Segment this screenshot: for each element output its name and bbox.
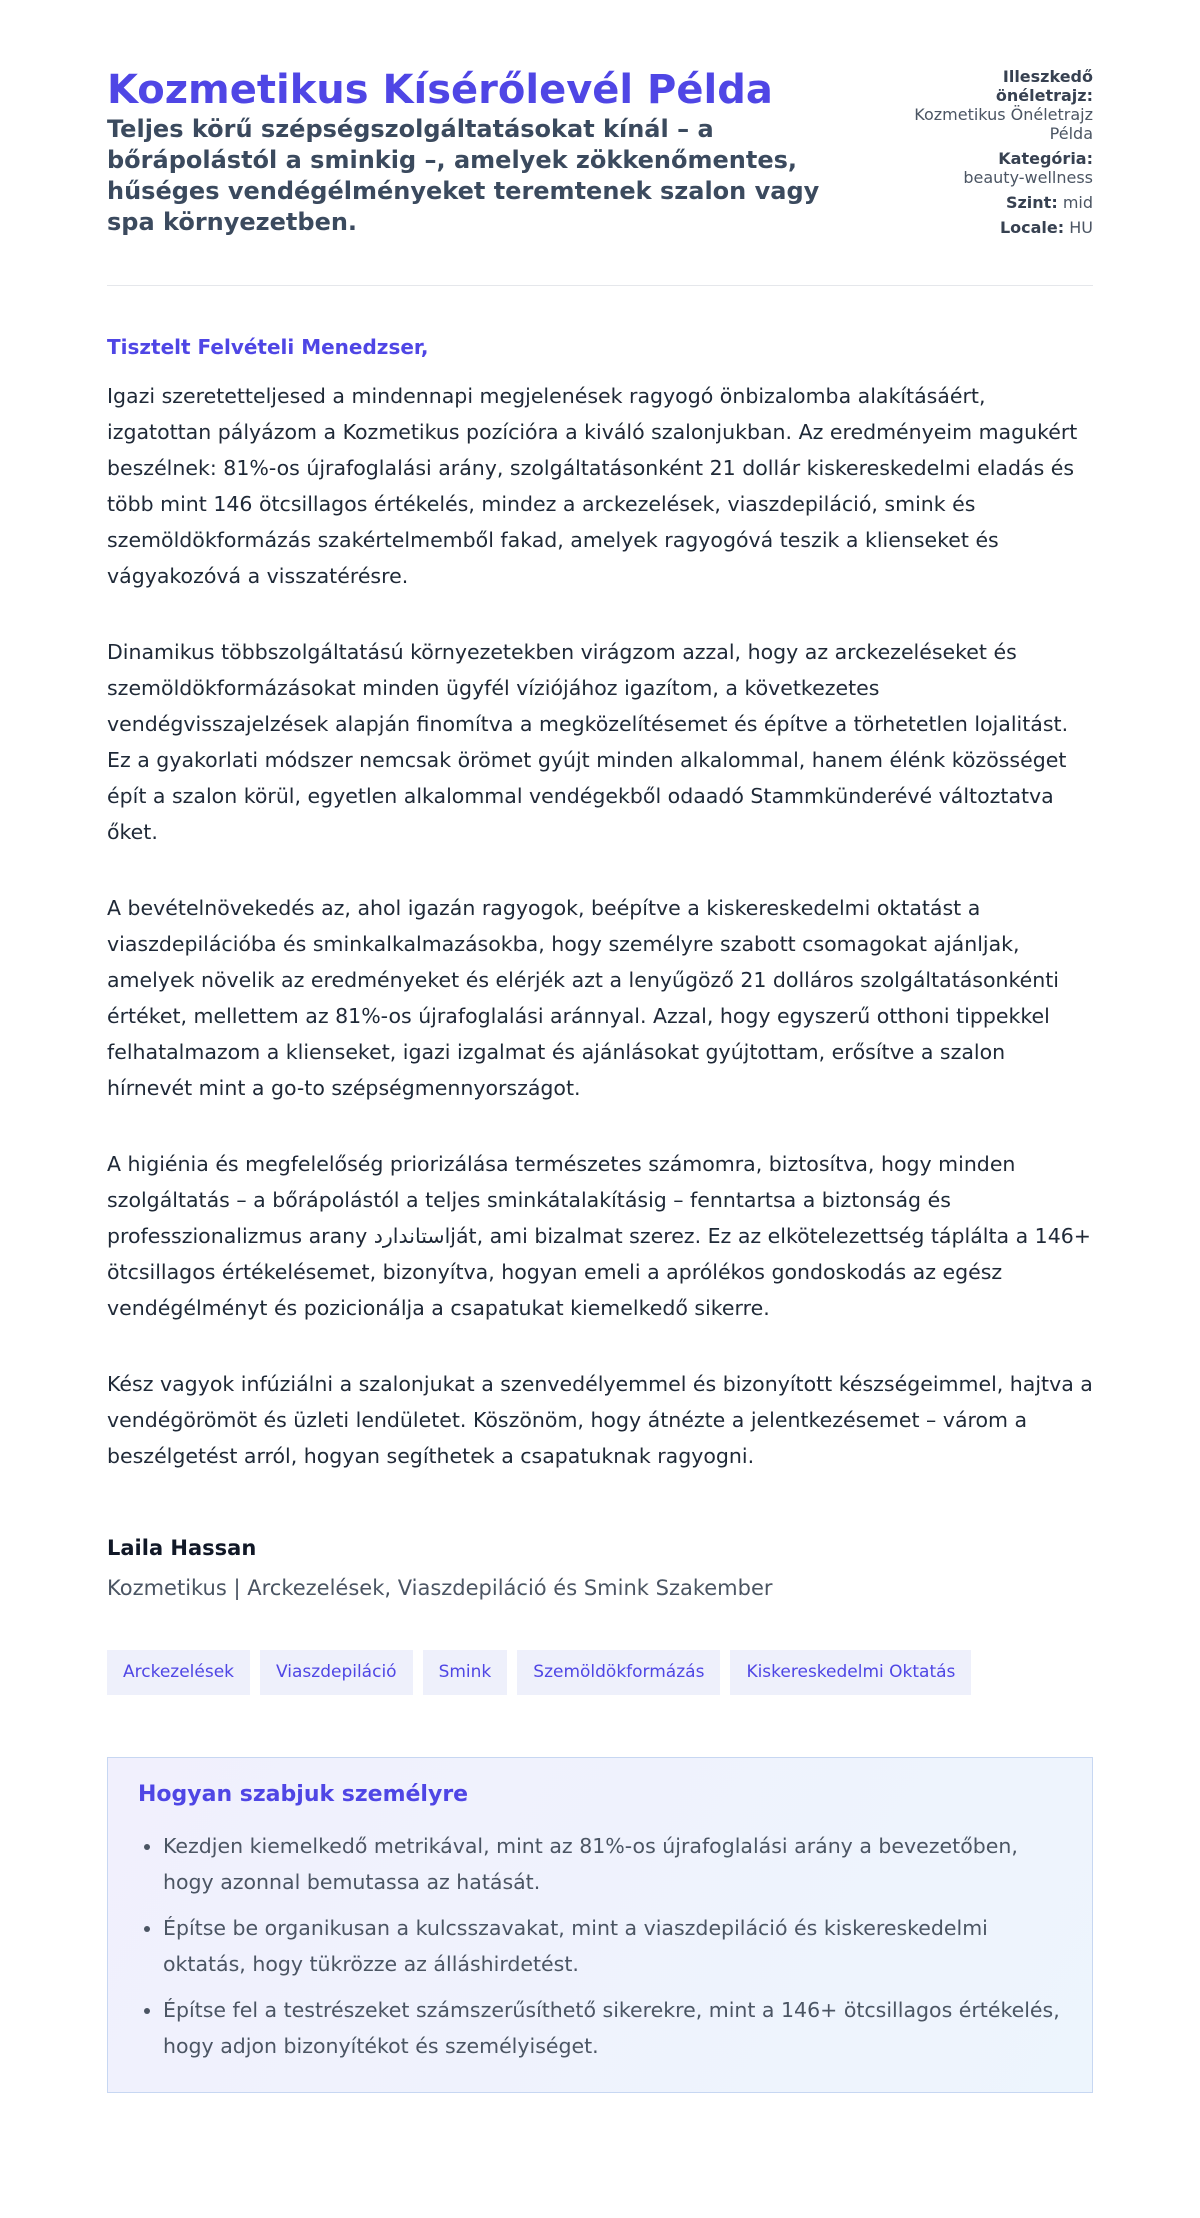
header-divider bbox=[107, 285, 1093, 286]
letter-paragraph: Dinamikus többszolgáltatású környezetekben virágzom azzal, hogy az arckezeléseket és szemöldökformázásokat minden ügyfél víziójához igazítom, a következetes vendégvisszajelzések alapján finomítva a megközelítésemet és építve a törhetetlen lojalitást. Ez a gyakorlati módszer nemcsak örömet gyújt minden alkalommal, hanem élénk közösséget épít a szalon körül, egyetlen alkalommal vendégekből odaadó Stammkünderévé változtatva őket. bbox=[107, 640, 1069, 844]
tips-title: Hogyan szabjuk személyre bbox=[138, 1782, 469, 1807]
signature-name: Laila Hassan bbox=[107, 1536, 257, 1560]
letter-paragraph: Igazi szeretetteljesed a mindennapi megjelenések ragyogó önbizalomba alakításáért, izgatottan pályázom a Kozmetikus pozícióra a kiváló szalonjukban. Az eredményeim magukért beszélnek: 81%-os újrafoglalási arány, szolgáltatásonként 21 dollár kiskereskedelmi eladás és több mint 146 ötcsillagos értékelés, mindez a arckezelések, viaszdepiláció, smink és szemöldökformázás szakértelmemből fakad, amelyek ragyogóvá teszik a klienseket és vágyakozóvá a visszatérésre. bbox=[107, 384, 1078, 588]
customization-tips bbox=[107, 1757, 1093, 2093]
skill-tag: Szemöldökformázás bbox=[517, 1650, 720, 1695]
letter-body bbox=[107, 378, 1093, 1474]
page-title: Kozmetikus Kísérőlevél Példa bbox=[107, 67, 773, 113]
meta-resume-value: Kozmetikus Önéletrajz Példa bbox=[914, 105, 1093, 143]
meta-level-label: Szint: bbox=[1005, 193, 1058, 212]
letter-paragraph: A bevételnövekedés az, ahol igazán ragyogok, beépítve a kiskereskedelmi oktatást a viaszdepilációba és sminkalkalmazásokba, hogy személyre szabott csomagokat ajánljak, amelyek növelik az eredményeket és elérjék azt a lenyűgöző 21 dolláros szolgáltatásonkénti értéket, mellettem az 81%-os újrafoglalási aránnyal. Azzal, hogy egyszerű otthoni tippekkel felhatalmazom a klienseket, igazi izgalmat és ajánlásokat gyújtottam, erősítve a szalon hírnevét mint a go-to szépségmennyországot. bbox=[107, 896, 1059, 1100]
header-titles bbox=[107, 66, 867, 238]
tip-item: • Építse fel a testrészeket számszerűsíthető sikerekre, mint a 146+ ötcsillagos értékelés, hogy adjon bizonyítékot és személyiséget. bbox=[163, 1992, 1063, 2064]
meta-locale-value: HU bbox=[1069, 218, 1093, 237]
tips-list bbox=[138, 1828, 1063, 2064]
page-subtitle: Teljes körű szépségszolgáltatásokat kínál – a bőrápolástól a sminkig –, amelyek zökkenőmentes, hűséges vendégélményeket teremtenek szalon vagy spa környezetben. bbox=[107, 115, 820, 236]
meta-level-value: mid bbox=[1062, 193, 1093, 212]
salutation: Tisztelt Felvételi Menedzser, bbox=[107, 335, 429, 359]
meta-category bbox=[903, 149, 1093, 187]
meta-locale-label: Locale: bbox=[999, 218, 1065, 237]
meta-category-label: Kategória: bbox=[998, 149, 1093, 168]
skill-tag: Viaszdepiláció bbox=[260, 1650, 413, 1695]
meta-category-value: beauty-wellness bbox=[963, 168, 1093, 187]
skill-tag: Smink bbox=[423, 1650, 508, 1695]
header bbox=[107, 66, 1093, 243]
tip-item: • Kezdjen kiemelkedő metrikával, mint az 81%-os újrafoglalási arány a bevezetőben, hogy azonnal bemutassa az hatását. bbox=[163, 1828, 1063, 1900]
meta-resume bbox=[903, 67, 1093, 143]
meta-resume-label: Illeszkedő önéletrajz: bbox=[995, 67, 1093, 105]
meta-panel bbox=[903, 66, 1093, 243]
skill-tag: Arckezelések bbox=[107, 1650, 250, 1695]
signature bbox=[107, 1534, 1093, 1602]
letter-paragraph: Kész vagyok infúziálni a szalonjukat a szenvedélyemmel és bizonyított készségeimmel, hajtva a vendégörömöt és üzleti lendületet. Köszönöm, hogy átnézte a jelentkezésemet – várom a beszélgetést arról, hogyan segíthetek a csapatuknak ragyogni. bbox=[107, 1372, 1093, 1468]
signature-title: Kozmetikus | Arckezelések, Viaszdepiláció és Smink Szakember bbox=[107, 1576, 773, 1600]
skill-tags bbox=[107, 1650, 1093, 1695]
tip-item: • Építse be organikusan a kulcsszavakat, mint a viaszdepiláció és kiskereskedelmi oktatás, hogy tükrözze az álláshirdetést. bbox=[163, 1910, 1063, 1982]
skill-tag: Kiskereskedelmi Oktatás bbox=[730, 1650, 971, 1695]
meta-locale bbox=[903, 218, 1093, 237]
letter-paragraph: A higiénia és megfelelőség priorizálása természetes számomra, biztosítva, hogy minden szolgáltatás – a bőrápolástól a teljes sminkátalakításig – fenntartsa a biztonság és professzionalizmus arany استانداردját, ami bizalmat szerez. Ez az elkötelezettség táplálta a 146+ ötcsillagos értékelésemet, bizonyítva, hogyan emeli a aprólékos gondoskodás az egész vendégélményt és pozicionálja a csapatukat kiemelkedő sikerre. bbox=[107, 1152, 1091, 1320]
meta-level bbox=[903, 193, 1093, 212]
